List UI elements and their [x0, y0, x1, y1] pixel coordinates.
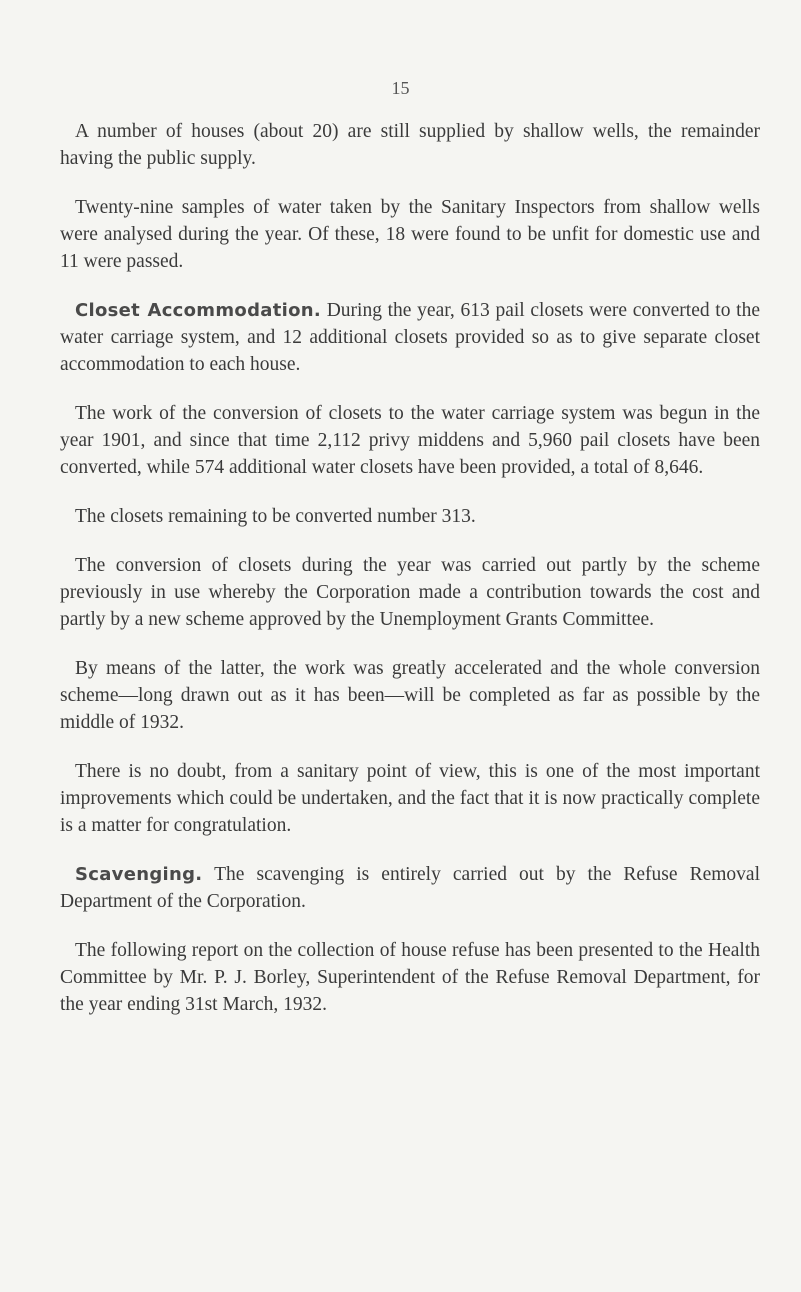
paragraph-closet-accommodation [60, 297, 760, 378]
paragraph-acceleration: By means of the latter, the work was greatly accelerated and the whole conversion scheme—long drawn out as it has been—will be completed as far as possible by the middle of 1932. [60, 658, 760, 733]
paragraph-text: The scavenging is entirely carried out by the Refuse Removal Department of the Corporation. [60, 864, 760, 912]
paragraph-conversion-history: The work of the conversion of closets to the water carriage system was begun in the year 1901, and since that time 2,112 privy middens and 5,960 pail closets have been converted, while 574 additional water closets have been provided, a total of 8,646. [60, 403, 760, 478]
paragraph-water-samples: Twenty-nine samples of water taken by the Sanitary Inspectors from shallow wells were analysed during the year. Of these, 18 were found to be unfit for domestic use and 11 were passed. [60, 197, 760, 272]
paragraph-conversion-schemes: The conversion of closets during the year was carried out partly by the scheme previously in use whereby the Corporation made a contribution towards the cost and partly by a new scheme approved by the Unemployment Grants Committee. [60, 555, 760, 630]
page-number: 15 [391, 78, 410, 98]
paragraph-closets-remaining: The closets remaining to be converted number 313. [75, 506, 476, 527]
paragraph-congratulation: There is no doubt, from a sanitary point of view, this is one of the most important improvements which could be undertaken, and the fact that it is now practically complete is a matter for congratulation. [60, 761, 760, 836]
section-heading-scavenging: Scavenging. [75, 864, 203, 885]
paragraph-shallow-wells: A number of houses (about 20) are still supplied by shallow wells, the remainder having the public supply. [60, 121, 760, 169]
paragraph-refuse-report: The following report on the collection of house refuse has been presented to the Health Committee by Mr. P. J. Borley, Superintendent of the Refuse Removal Department, for the year ending 31st March, 1932. [60, 940, 760, 1015]
paragraph-text: During the year, 613 pail closets were converted to the water carriage system, and 12 additional closets provided so as to give separate closet accommodation to each house. [60, 300, 760, 375]
paragraph-scavenging [60, 861, 760, 915]
section-heading-closet-accommodation: Closet Accommodation. [75, 300, 321, 321]
body-text [60, 118, 760, 1031]
